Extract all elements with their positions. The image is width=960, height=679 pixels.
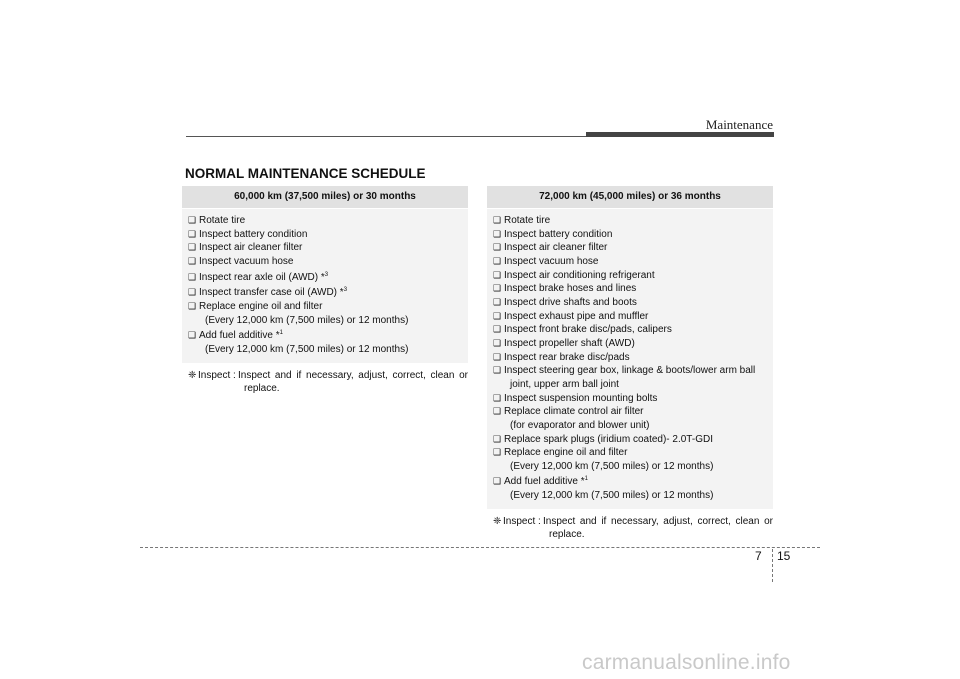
checkbox-icon: ❑ (188, 242, 197, 253)
checkbox-icon: ❑ (493, 447, 502, 458)
checklist-item (493, 364, 767, 378)
item-text: Inspect vacuum hose (504, 255, 599, 267)
item-detail: (Every 12,000 km (7,500 miles) or 12 months) (205, 314, 409, 326)
item-text: Inspect air cleaner filter (199, 242, 303, 254)
checkbox-icon: ❑ (493, 337, 502, 348)
checklist-item (493, 214, 767, 228)
checkbox-icon: ❑ (188, 215, 197, 225)
item-text: Replace climate control air filter (504, 406, 644, 418)
note-text: Inspect and if necessary, adjust, correct, clean or (238, 369, 468, 381)
item-text: Inspect brake hoses and lines (504, 283, 637, 295)
checkbox-icon: ❑ (493, 242, 502, 253)
checkbox-icon: ❑ (493, 255, 502, 266)
item-text: Inspect drive shafts and boots (504, 296, 637, 308)
header-rule-accent (586, 132, 774, 137)
checkbox-icon: ❑ (493, 406, 502, 417)
item-text: Inspect exhaust pipe and muffler (504, 310, 649, 322)
item-text: Inspect rear brake disc/pads (504, 351, 630, 363)
checkbox-icon: ❑ (493, 310, 502, 321)
item-text: Inspect vacuum hose (199, 255, 294, 267)
checklist-item (493, 310, 767, 324)
checklist-item (493, 269, 767, 283)
schedule-72000 (487, 186, 773, 542)
checklist-item (188, 241, 462, 255)
checklist-item (493, 392, 767, 406)
checkbox-icon: ❑ (493, 283, 502, 294)
item-text: Replace engine oil and filter (504, 447, 628, 459)
section-title: Maintenance (705, 117, 773, 132)
chapter-number: 7 (755, 549, 762, 563)
checkbox-icon: ❑ (188, 255, 197, 266)
checkbox-icon: ❑ (188, 287, 197, 298)
checklist (487, 209, 773, 509)
item-text: Inspect battery condition (504, 228, 613, 240)
item-text: Rotate tire (199, 215, 246, 226)
checklist-item (493, 351, 767, 365)
page-number-value: 15 (777, 549, 791, 563)
item-text: Rotate tire (504, 215, 551, 226)
item-text: Inspect battery condition (199, 228, 308, 240)
checklist-item (493, 323, 767, 337)
checklist-item (188, 300, 462, 314)
checkbox-icon: ❑ (493, 269, 502, 280)
header-rule (186, 136, 588, 137)
checklist-item (493, 337, 767, 351)
checklist-item (493, 228, 767, 242)
note-label: Inspect : (503, 515, 541, 527)
inspect-note (182, 369, 468, 396)
interval-title: 72,000 km (45,000 miles) or 36 months (487, 186, 773, 208)
checkbox-icon: ❑ (188, 228, 197, 239)
checklist-item (188, 327, 462, 343)
item-text: Inspect propeller shaft (AWD) (504, 337, 635, 349)
item-text: Add fuel additive * (504, 476, 585, 488)
checkbox-icon: ❑ (493, 476, 502, 487)
note-symbol: ❈ (188, 369, 197, 381)
note-symbol: ❈ (493, 515, 502, 527)
page-number-divider (772, 549, 773, 582)
item-text: Inspect air conditioning refrigerant (504, 269, 655, 281)
item-detail: (Every 12,000 km (7,500 miles) or 12 months) (510, 460, 714, 472)
checklist-item (493, 241, 767, 255)
checkbox-icon: ❑ (493, 228, 502, 239)
item-text: Inspect transfer case oil (AWD) * (199, 287, 344, 299)
watermark: carmanualsonline.info (582, 651, 791, 674)
item-text: Replace spark plugs (iridium coated)- 2.0T-GDI (504, 433, 713, 445)
checklist-item (493, 296, 767, 310)
checkbox-icon: ❑ (493, 296, 502, 307)
checklist-item (188, 214, 462, 228)
checklist-item (493, 473, 767, 489)
footnote-marker: 1 (279, 330, 283, 337)
footnote-marker: 1 (584, 476, 588, 483)
item-detail: (Every 12,000 km (7,500 miles) or 12 months) (510, 490, 714, 502)
checkbox-icon: ❑ (188, 330, 197, 341)
schedule-60000 (182, 186, 468, 396)
checkbox-icon: ❑ (493, 392, 502, 403)
checkbox-icon: ❑ (188, 271, 197, 282)
checkbox-icon: ❑ (188, 300, 197, 311)
interval-title: 60,000 km (37,500 miles) or 30 months (182, 186, 468, 208)
checkbox-icon: ❑ (493, 351, 502, 362)
footer-rule (140, 547, 820, 548)
item-text: Replace engine oil and filter (199, 300, 323, 312)
item-text: Inspect suspension mounting bolts (504, 392, 658, 404)
note-text: Inspect and if necessary, adjust, correct, clean or (543, 515, 773, 527)
checklist-item (493, 446, 767, 460)
item-detail: (Every 12,000 km (7,500 miles) or 12 months) (205, 343, 409, 355)
checklist-item (188, 255, 462, 269)
item-text: Inspect air cleaner filter (504, 242, 608, 254)
checklist-item (188, 228, 462, 242)
checklist-item (493, 405, 767, 419)
checklist-item (188, 269, 462, 285)
item-detail: joint, upper arm ball joint (510, 378, 619, 390)
item-text: Inspect steering gear box, linkage & boots/lower arm ball (504, 365, 756, 377)
checklist-item (493, 433, 767, 447)
footnote-marker: 3 (324, 271, 329, 278)
inspect-note (487, 515, 773, 542)
checkbox-icon: ❑ (493, 324, 502, 335)
checkbox-icon: ❑ (493, 215, 502, 225)
note-text-continued: replace. (244, 383, 280, 395)
item-text: Inspect front brake disc/pads, calipers (504, 324, 672, 336)
item-text: Add fuel additive * (199, 330, 280, 342)
footnote-marker: 3 (343, 287, 348, 294)
checklist (182, 209, 468, 363)
page-heading: NORMAL MAINTENANCE SCHEDULE (185, 166, 426, 181)
item-text: Inspect rear axle oil (AWD) * (199, 271, 325, 283)
note-label: Inspect : (198, 369, 236, 381)
checkbox-icon: ❑ (493, 365, 502, 376)
checklist-item (493, 282, 767, 296)
note-text-continued: replace. (549, 529, 585, 541)
checklist-item (493, 255, 767, 269)
checkbox-icon: ❑ (493, 433, 502, 444)
checklist-item (188, 284, 462, 300)
item-detail: (for evaporator and blower unit) (510, 419, 650, 431)
